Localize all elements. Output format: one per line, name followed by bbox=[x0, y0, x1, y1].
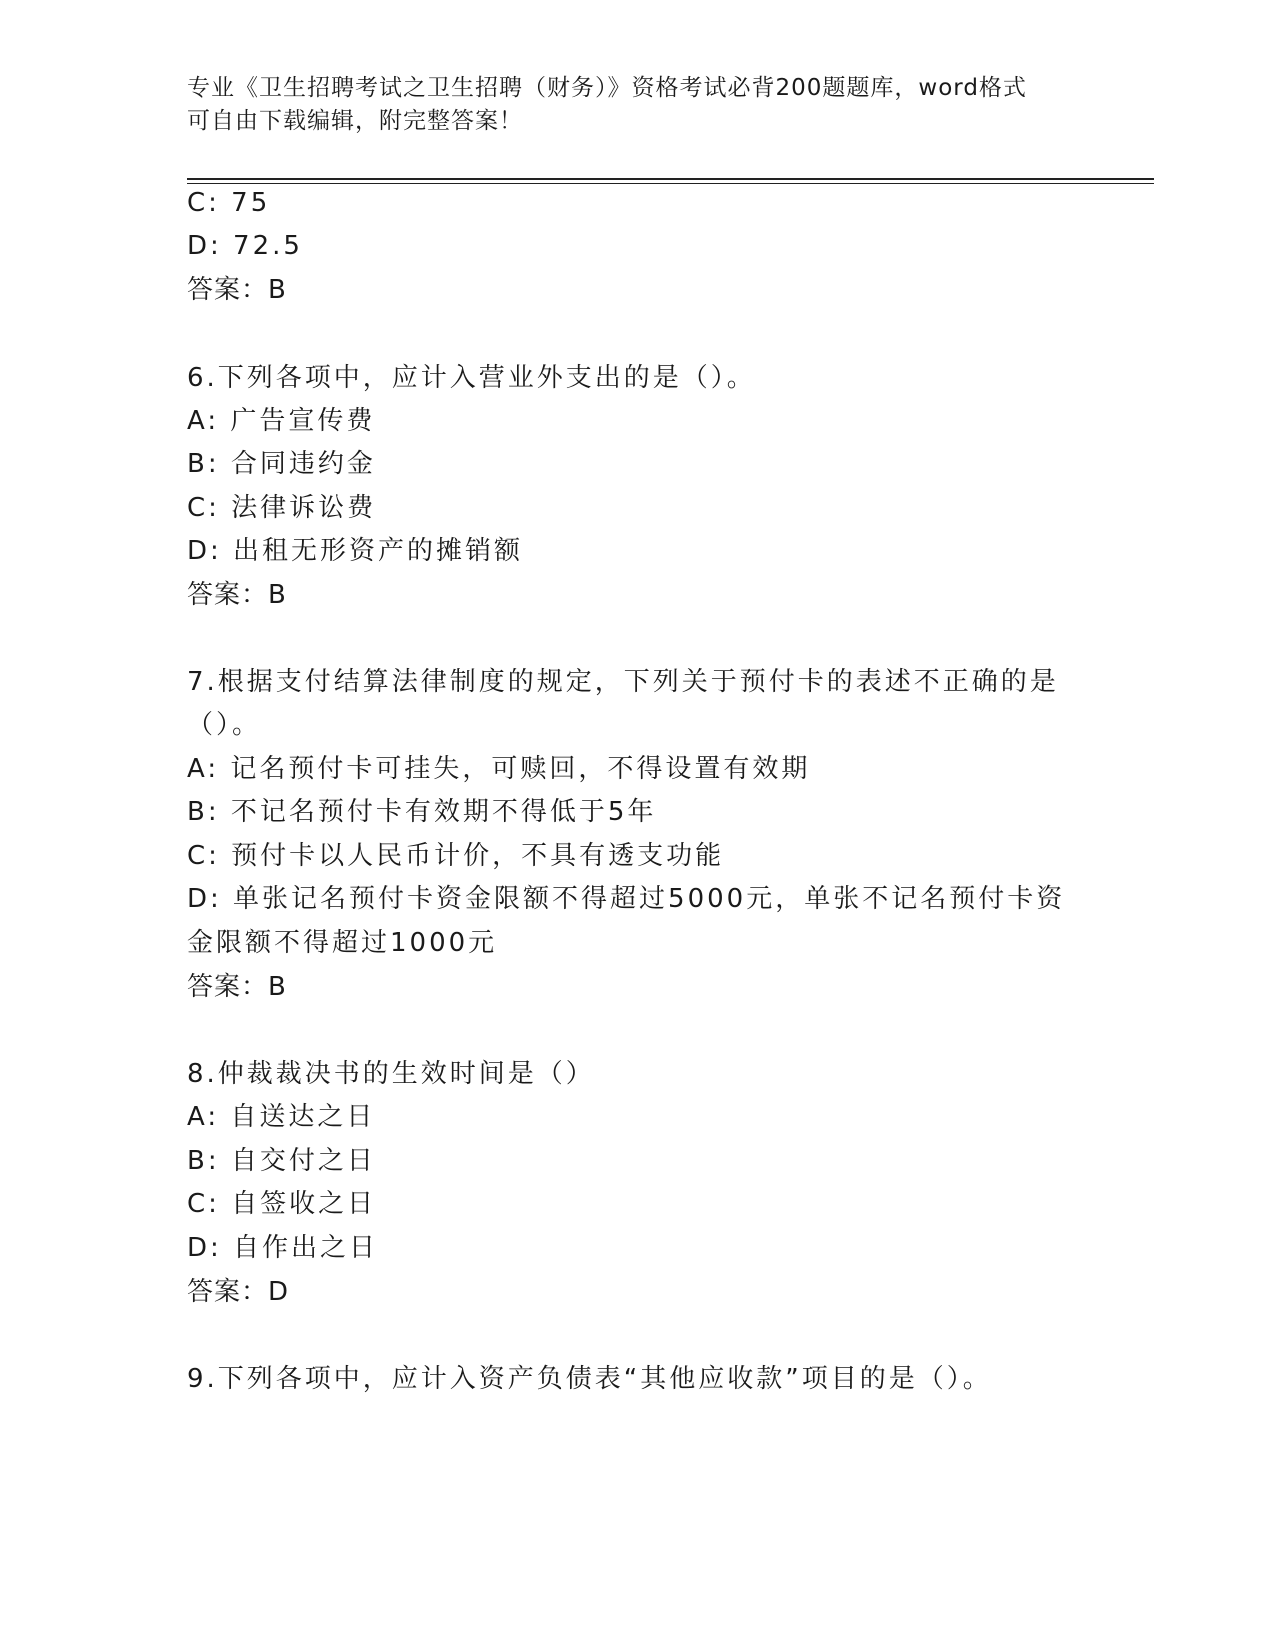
q8-option-b: B: 自交付之日 bbox=[187, 1146, 376, 1176]
document-header bbox=[187, 72, 1087, 138]
q8-question: 8.仲裁裁决书的生效时间是（） bbox=[187, 1059, 595, 1089]
q7-question-line2: （）。 bbox=[187, 710, 262, 740]
q6-option-a: A: 广告宣传费 bbox=[187, 406, 376, 436]
q6-answer: 答案：B bbox=[187, 580, 287, 610]
q6-option-c: C: 法律诉讼费 bbox=[187, 493, 377, 523]
q8-answer: 答案：D bbox=[187, 1277, 290, 1307]
q7-answer: 答案：B bbox=[187, 972, 287, 1002]
q7-option-d-line2: 金限额不得超过1000元 bbox=[187, 928, 498, 958]
header-title-line1: 专业《卫生招聘考试之卫生招聘（财务）》资格考试必背200题题库，word格式 bbox=[187, 75, 1027, 101]
header-divider-thin bbox=[187, 183, 1154, 184]
q8-option-a: A: 自送达之日 bbox=[187, 1102, 376, 1132]
q8-option-d: D: 自作出之日 bbox=[187, 1233, 379, 1263]
q6-question: 6.下列各项中，应计入营业外支出的是（）。 bbox=[187, 363, 756, 393]
q6-option-d: D: 出租无形资产的摊销额 bbox=[187, 536, 524, 566]
q7-option-d-line1: D: 单张记名预付卡资金限额不得超过5000元，单张不记名预付卡资 bbox=[187, 884, 1066, 914]
q7-option-c: C: 预付卡以人民币计价，不具有透支功能 bbox=[187, 841, 725, 871]
q7-question-line1: 7.根据支付结算法律制度的规定，下列关于预付卡的表述不正确的是 bbox=[187, 667, 1059, 697]
header-divider-thick bbox=[187, 178, 1154, 180]
q5-option-c: C: 75 bbox=[187, 188, 271, 218]
q8-option-c: C: 自签收之日 bbox=[187, 1189, 377, 1219]
q9-question: 9.下列各项中，应计入资产负债表“其他应收款”项目的是（）。 bbox=[187, 1364, 992, 1394]
q6-option-b: B: 合同违约金 bbox=[187, 449, 376, 479]
q5-option-d: D: 72.5 bbox=[187, 231, 303, 261]
q7-option-b: B: 不记名预付卡有效期不得低于5年 bbox=[187, 797, 657, 827]
header-title-line2: 可自由下载编辑，附完整答案！ bbox=[187, 108, 523, 134]
q5-answer: 答案：B bbox=[187, 275, 287, 305]
q7-option-a: A: 记名预付卡可挂失，可赎回，不得设置有效期 bbox=[187, 754, 811, 784]
